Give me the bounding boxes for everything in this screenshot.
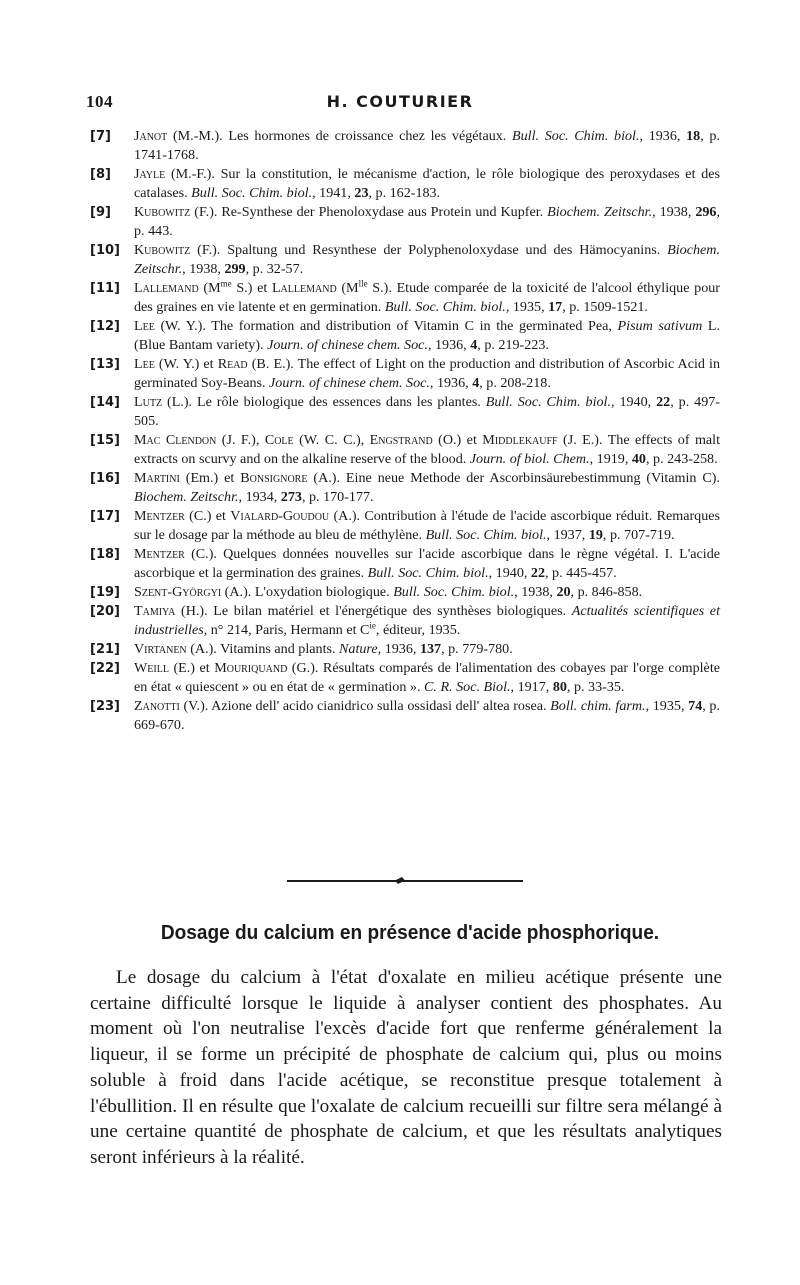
reference-text: , p. 846-858. (570, 584, 643, 600)
section-paragraph: Le dosage du calcium à l'état d'oxalate en milieu acétique présente une certaine difficulté lorsque le liquide à analyser contient des phosphates. Au moment où l'on neutralise l'excès d'acide fort que renferme généralement la liqueur, il se forme un précipité de phosphate de calcium qui, plus ou moins soluble à froid dans l'acide acétique, se reconstitue presque totalement à l'ébullition. Il en résulte que l'oxalate de calcium recueilli sur filtre sera mélangé à une certaine quantité de phosphate de calcium, et que les résultats analytiques seront inférieurs à la réalité. (90, 967, 722, 1168)
reference-source: Bull. Soc. Chim. biol. (512, 128, 640, 144)
reference-text: , 1936, (427, 337, 471, 353)
reference-number: [18] (90, 547, 120, 562)
reference-author: Cole (264, 432, 294, 448)
reference-source: Biochem. Zeitschr. (134, 242, 720, 277)
reference-text: S.). Etude comparée de la toxicité de l'alcool éthylique pour des graines en vie latente et en germination. (134, 280, 720, 315)
reference-entry (90, 355, 720, 393)
reference-author: Janot (134, 128, 168, 144)
reference-text: (M (336, 280, 359, 296)
running-head: H. COUTURIER (326, 92, 474, 111)
reference-entry (90, 545, 720, 583)
reference-text: , p. 1509-1521. (562, 299, 648, 315)
reference-text: , p. 779-780. (441, 641, 513, 657)
reference-text: (J. F.), (216, 432, 265, 448)
reference-volume: 4 (472, 375, 480, 391)
reference-author: Middlekauff (482, 432, 558, 448)
reference-superscript: me (220, 278, 232, 289)
reference-source: Bull. Soc. Chim. biol. (367, 565, 489, 581)
reference-entry (90, 697, 720, 735)
reference-text: , éditeur, 1935. (375, 622, 461, 638)
reference-number: [20] (90, 604, 120, 619)
reference-number: [17] (90, 509, 120, 524)
reference-source: C. R. Soc. Biol. (424, 679, 511, 695)
reference-volume: 80 (552, 679, 567, 695)
reference-text: (A.). L'oxydation biologique. (221, 584, 394, 600)
reference-number: [7] (90, 129, 111, 144)
reference-text: (M.-M.). Les hormones de croissance chez les végétaux. (167, 128, 513, 144)
reference-entry (90, 127, 720, 165)
reference-text: (O.) et (432, 432, 483, 448)
reference-text: (J. E.). The effects of malt extracts on scurvy and on the alkaline reserve of the blood. (134, 432, 720, 467)
reference-entry (90, 659, 720, 697)
reference-number: [15] (90, 433, 120, 448)
reference-entry (90, 583, 720, 602)
reference-text: , p. 445-457. (545, 565, 617, 581)
reference-text: (W. Y.). The formation and distribution of Vitamin C in the germinated Pea, (154, 318, 618, 334)
reference-text: , 1935, (505, 299, 549, 315)
reference-entry (90, 279, 720, 317)
reference-number: [21] (90, 642, 120, 657)
reference-author: Tamiya (134, 603, 176, 619)
reference-volume: 17 (548, 299, 563, 315)
reference-superscript: ie (369, 620, 376, 631)
reference-text: , p. 707-719. (602, 527, 675, 543)
page-number: 104 (86, 92, 113, 111)
reference-text: , 1941, (312, 185, 355, 201)
reference-author: Mouriquand (214, 660, 288, 676)
reference-text: (F.). Re-Synthese der Phenoloxydase aus Protein und Kupfer. (190, 204, 548, 220)
reference-volume: 273 (280, 489, 302, 505)
reference-author: Kubowitz (134, 204, 191, 220)
reference-text: , p. 497-505. (134, 394, 721, 429)
reference-text: , 1940, (611, 394, 657, 410)
reference-author: Mentzer (134, 508, 185, 524)
reference-number: [16] (90, 471, 120, 486)
reference-text: (C.). Quelques données nouvelles sur l'acide ascorbique dans le règne végétal. I. L'acide ascorbique et la germination des graines. (134, 546, 720, 581)
section-title: Dosage du calcium en présence d'acide phosphorique. (160, 921, 660, 944)
reference-entry (90, 640, 720, 659)
reference-text: , p. 1741-1768. (134, 128, 721, 163)
reference-text: (W. C. C.), (293, 432, 370, 448)
reference-source: Bull. Soc. Chim. biol. (485, 394, 611, 410)
reference-text: (Em.) et (179, 470, 241, 486)
reference-author: Mentzer (134, 546, 185, 562)
reference-volume: 22 (530, 565, 545, 581)
reference-source: Pisum sativum (617, 318, 703, 334)
reference-list (90, 127, 720, 735)
reference-text: , 1934, (238, 489, 281, 505)
reference-volume: 4 (470, 337, 478, 353)
reference-number: [11] (90, 281, 120, 296)
reference-author: Zanotti (134, 698, 180, 714)
reference-author: Lee (134, 318, 155, 334)
reference-author: Engstrand (369, 432, 433, 448)
reference-text: , 1938, (514, 584, 557, 600)
reference-volume: 23 (354, 185, 369, 201)
page-header (86, 92, 714, 116)
reference-text: , 1938, (182, 261, 225, 277)
reference-text: (G.). Résultats comparés de l'alimentation des cobayes par l'orge complète en état « quiescent » ou en état de « germination ». (134, 660, 720, 695)
reference-text: S.) et (231, 280, 272, 296)
reference-text: , 1938, (652, 204, 696, 220)
reference-entry (90, 469, 720, 507)
reference-source: Bull. Soc. Chim. biol. (191, 185, 313, 201)
reference-author: Kubowitz (134, 242, 191, 258)
reference-author: Mac Clendon (134, 432, 217, 448)
reference-entry (90, 203, 720, 241)
reference-author: Read (217, 356, 248, 372)
reference-text: , 1935, (645, 698, 689, 714)
reference-entry (90, 393, 720, 431)
reference-volume: 299 (224, 261, 246, 277)
reference-number: [19] (90, 585, 120, 600)
reference-number: [9] (90, 205, 111, 220)
reference-source: Journ. of biol. Chem. (469, 451, 590, 467)
reference-volume: 296 (695, 204, 717, 220)
reference-volume: 74 (688, 698, 703, 714)
reference-entry (90, 241, 720, 279)
reference-source: Journ. of chinese chem. Soc. (267, 337, 428, 353)
reference-text: (W. Y.) et (154, 356, 218, 372)
reference-text: , 1936, (429, 375, 473, 391)
reference-author: Martini (134, 470, 180, 486)
reference-source: Bull. Soc. Chim. biol. (393, 584, 515, 600)
reference-author: Jayle (134, 166, 166, 182)
reference-source: Nature (339, 641, 378, 657)
reference-source: Actualités scientifiques et industrielles (134, 603, 720, 638)
reference-author: Lutz (134, 394, 163, 410)
reference-author: Bonsignore (240, 470, 308, 486)
reference-text: , p. 33-35. (566, 679, 625, 695)
reference-volume: 40 (631, 451, 646, 467)
reference-number: [10] (90, 243, 120, 258)
reference-entry (90, 317, 720, 355)
reference-text: L. (Blue Bantam variety). (134, 318, 721, 353)
reference-entry (90, 431, 720, 469)
reference-text: , 1919, (589, 451, 632, 467)
reference-volume: 19 (588, 527, 603, 543)
section-divider (287, 876, 523, 886)
reference-number: [8] (90, 167, 111, 182)
reference-text: (V.). Azione dell' acido cianidrico sulla ossidasi dell' altea rosea. (179, 698, 551, 714)
reference-text: , p. 443. (134, 204, 720, 239)
reference-entry (90, 507, 720, 545)
reference-text: , p. 219-223. (477, 337, 549, 353)
reference-text: (A.). Eine neue Methode der Ascorbinsäurebestimmung (Vitamin C). (307, 470, 720, 486)
divider-ornament (393, 877, 407, 884)
reference-text: , p. 208-218. (479, 375, 551, 391)
reference-text: , 1937, (546, 527, 589, 543)
reference-text: , p. 162-183. (368, 185, 441, 201)
reference-text: , p. 243-258. (645, 451, 718, 467)
reference-text: , 1936, (377, 641, 420, 657)
reference-text: , p. 170-177. (301, 489, 374, 505)
reference-text: (M.-F.). Sur la constitution, le mécanisme d'action, le rôle biologique des peroxydases et des catalases. (134, 166, 720, 201)
divider-line (287, 880, 523, 882)
reference-text: , 1940, (488, 565, 531, 581)
reference-author: Virtanen (134, 641, 187, 657)
reference-entry (90, 602, 720, 640)
reference-text: , 1917, (510, 679, 553, 695)
reference-text: (M (198, 280, 221, 296)
reference-source: Boll. chim. farm. (550, 698, 646, 714)
reference-number: [13] (90, 357, 120, 372)
reference-number: [12] (90, 319, 120, 334)
reference-text: (E.) et (168, 660, 215, 676)
reference-source: Biochem. Zeitschr. (134, 489, 239, 505)
reference-text: , p. 32-57. (245, 261, 304, 277)
reference-source: Journ. of chinese chem. Soc. (269, 375, 430, 391)
reference-author: Vialard-Goudou (230, 508, 330, 524)
reference-volume: 20 (556, 584, 571, 600)
reference-text: , p. 669-670. (134, 698, 720, 733)
reference-source: Bull. Soc. Chim. biol. (425, 527, 547, 543)
reference-author: Lallemand (271, 280, 337, 296)
reference-text: (A.). Vitamins and plants. (186, 641, 340, 657)
reference-number: [22] (90, 661, 120, 676)
reference-author: Lee (134, 356, 155, 372)
reference-entry (90, 165, 720, 203)
reference-source: Bull. Soc. Chim. biol. (384, 299, 506, 315)
reference-text: (F.). Spaltung und Resynthese der Polyphenoloxydase und des Hämocyanins. (190, 242, 668, 258)
reference-source: Biochem. Zeitschr. (547, 204, 653, 220)
reference-text: (A.). Contribution à l'étude de l'acide ascorbique réduit. Remarques sur le dosage par la méthode au bleu de méthylène. (134, 508, 720, 543)
reference-volume: 137 (419, 641, 442, 657)
reference-number: [23] (90, 699, 120, 714)
reference-author: Weill (134, 660, 169, 676)
reference-text: , 1936, (639, 128, 687, 144)
reference-author: Szent-Györgyi (134, 584, 222, 600)
reference-superscript: lle (358, 278, 368, 289)
reference-volume: 18 (686, 128, 701, 144)
reference-text: (H.). Le bilan matériel et l'énergétique des synthèses biologiques. (175, 603, 572, 619)
reference-author: Lallemand (134, 280, 199, 296)
reference-number: [14] (90, 395, 120, 410)
reference-volume: 22 (656, 394, 671, 410)
reference-text: (B. E.). The effect of Light on the production and distribution of Ascorbic Acid in germinated Soy-Beans. (134, 356, 720, 391)
reference-text: (L.). Le rôle biologique des essences dans les plantes. (162, 394, 486, 410)
reference-text: (C.) et (184, 508, 231, 524)
reference-text: , n° 214, Paris, Hermann et C (203, 622, 370, 638)
